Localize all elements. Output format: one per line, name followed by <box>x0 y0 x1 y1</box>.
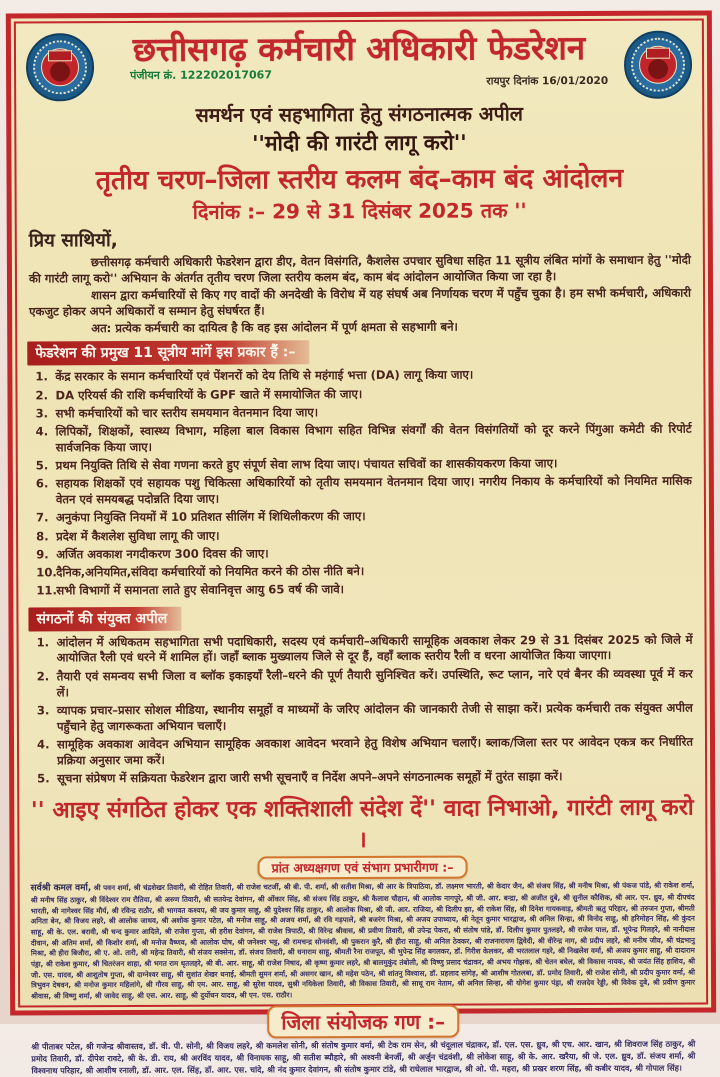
place-and-date: रायपुर दिनांक 16/01/2020 <box>486 75 609 88</box>
demand-item: दैनिक,अनियमित,संविदा कर्मचारियों को नियमित करने की ठोस नीति बने। <box>56 564 365 580</box>
appeal-item: आंदोलन में अधिकतम सहभागिता सभी पदाधिकारी, सदस्य एवं कर्मचारी–अधिकारी सामूहिक अवकाश लेकर 29 से 31 दिसंबर 2025 को जिले में आयोजित रैली एवं धरने में शामिल हों। जहाँ ब्लाक मुख्यालय जिले से दूर हैं, वहाँ ब्लाक स्तरीय रैली व धरना आयोजित किया जाएगा। <box>56 632 693 665</box>
demands-list <box>27 367 694 600</box>
federation-seal-icon-left <box>26 33 94 101</box>
office-bearers-lead-name: सर्वश्री कमल वर्मा, <box>30 882 92 894</box>
call-to-action-slogan: '' आइए संगठित होकर एक शक्तिशाली संदेश दें'' वादा निभाओ, गारंटी लागू करो । <box>30 794 694 853</box>
phase-title: तृतीय चरण–जिला स्तरीय कलम बंद–काम बंद आंदोलन <box>95 162 624 197</box>
joint-appeal-list <box>29 632 696 787</box>
office-bearers-names <box>31 879 696 1002</box>
seal-flag-icon <box>646 48 670 59</box>
intro-paragraph-2: शासन द्वारा कर्मचारियों से किए गए वादों की अनदेखी के विरोध में यह संघर्ष अब निर्णायक चरण में पहुँच चुका है। हम सभी कर्मचारी, अधिकारी एकजुट होकर अपने अधिकारों व सम्मान हेतु संघर्षरत हैं। <box>29 285 692 319</box>
joint-appeal-heading: संगठनों की संयुक्त अपील <box>28 607 181 632</box>
district-coordinators-names: श्री पीताबर पटेल, श्री गजेन्द्र श्रीवास्तव, डॉ. वी. पी. सोनी, श्री विजय लहरे, श्री कमलेश सोनी, श्री संतोष कुमार वर्मा, श्री टेक राम सेन, श्री चंदूलाल चंद्राकर, डॉ. एल. एस. ध्रुव, श्री एच. आर. खान, श्री शिवराज सिंह ठाकुर, श्री प्रमोद तिवारी, डॉ. दीपेश रावटे, श्री के. डी. राय, श्री अरविंद यादव, श्री विनायक साहू, श्री सतीश ब्यौहारे, श्री अश्वनी बेनर्जी, श्री अर्जुन चंद्रवंशी, श्री लोकेश साहू, श्री के. आर. खरैया, श्री जे. एल. ध्रुव, डॉ. संजय शर्मा, श्री विश्वनाथ परिहार, श्री आशीष रनाली, डॉ. आर. एल. सिंह, डॉ. आर. एस. चांदे, श्री नंद कुमार देवांगन, श्री संतोष कुमार टांडे, श्री राधेलाल भारद्वाज, श्री ओ. पी. महरा, श्री प्रखर शरण सिंह, श्री कबीर यादव, श्री गोपाल सिंह। <box>31 1039 696 1075</box>
appeal-item: सूचना संप्रेषण में सक्रियता फेडरेशन द्वारा जारी सभी सूचनाएँ व निर्देश अपने–अपने संगठनात्मक समूहों में तुरंत साझा करें। <box>57 768 563 786</box>
demand-item: प्रदेश में कैशलेश सुविधा लागू की जाए। <box>56 528 220 543</box>
poster-red-frame <box>6 10 716 1075</box>
demand-item: सहायक शिक्षकों एवं सहायक पशु चिकित्सा अधिकारियों को तृतीय समयमान वेतनमान दिया जाए। नगरीय निकाय के कर्मचारियों को नियमित मासिक वेतन एवं समयबद्ध पदोन्नति दिया जाए। <box>55 473 692 507</box>
demand-item: केंद्र सरकार के समान कर्मचारियों एवं पेंशनरों को देय तिथि से महंगाई भत्ता (DA) लागू किया जाए। <box>55 367 474 384</box>
office-bearers-heading: प्रांत अध्यक्षगण एवं संभाग प्रभारीगण :– <box>258 855 468 879</box>
organization-title: छत्तीसगढ़ कर्मचारी अधिकारी फेडरेशन <box>132 28 586 69</box>
poster-body <box>14 18 708 1075</box>
district-coordinators-heading: जिला संयोजक गण :– <box>267 1004 459 1038</box>
intro-paragraph-1: छत्तीसगढ़ कर्मचारी अधिकारी फेडरेशन द्वारा डीए, वेतन विसंगति, कैशलेस उपचार सुविधा सहित 11 सूत्रीय लंबित मांगों के समाधान हेतु ''मोदी की गारंटी लागू करो'' अभियान के अंतर्गत तृतीय चरण जिला स्तरीय कलम बंद, काम बंद आंदोलन आयोजित किया जा रहा है। <box>28 252 691 286</box>
demand-item: प्रथम नियुक्ति तिथि से सेवा गणना करते हुए संपूर्ण सेवा लाभ दिया जाए। पंचायत सचिवों का शासकीयकरण किया जाए। <box>55 456 558 473</box>
poster-header <box>26 25 692 102</box>
demand-item: सभी विभागों में समानता लाते हुए सेवानिवृत्त आयु 65 वर्ष की जावे। <box>56 582 345 598</box>
demand-item: अनुकंपा नियुक्ति नियमों में 10 प्रतिशत सीलिंग में शिथिलीकरण की जाए। <box>55 509 366 525</box>
appeal-item: व्यापक प्रचार–प्रसार सोशल मीडिया, स्थानीय समूहों व माध्यमों के जरिए आंदोलन की जानकारी तेजी से साझा करें। प्रत्येक कर्मचारी तक संयुक्त अपील पहुँचाने हेतु जागरूकता अभियान चलाएँ। <box>56 700 693 733</box>
registration-number: पंजीयन क्रं. 122202017067 <box>130 68 273 83</box>
office-bearers-name-list: श्री पवन शर्मा, श्री चंद्रशेखर तिवारी, श्री रोहित तिवारी, श्री राजेश चटर्जी, श्री बी. पी. शर्मा, श्री सतीश मिश्रा, श्री आर के त्रिपाठिया, डॉ. लक्ष्मण भारती, श्री केदार जैन, श्री संजय सिंह, श्री मनीष मिश्रा, श्री पंकज पांडे, श्री राकेश शर्मा, श्री मनीष सिंह ठाकुर, श्री विंदेश्वर राम रौतिया, श्री अरुण तिवारी, श्री सतयेन्द्र देवांगन, श्री ओंकार सिंह, श्री संजय सिंह ठाकुर, श्री कैलाश चौहान, श्री आलोक नागपुरे, श्री जी. आर. बन्द्रा, श्री अजीत दुबे, श्री सुनील कौशिक, श्री आर. एन. ध्रुव, श्री दीपचंद भारती, श्री नागेश्वर सिंह मौर्य, श्री रविन्द्र राठौर, श्री भागवत कश्यप, श्री जय कुमार साहू, श्री युदेश्वर सिंह ठाकुर, श्री आलोक मिश्रा, श्री जी. आर. राजिया, श्री दिलीप झा, श्री राकेश सिंह, श्री दिनेश गायकवाड़, श्रीमती ऋतु परिहार, श्री तरुजन गुप्ता, श्रीमती अनिता बेन, श्री विजय लहरे, श्री आलोक जाधव, श्री अशोक कुमार पटेल, श्री मनोज साहू, श्री अजय शर्मा, श्री रवि गड़पाले, श्री बजरंग मिश्रा, श्री अजय उपाध्याय, श्री नेतून कुमार भारद्वाज, श्री अनिल सिन्हा, श्री विनोद साहू, श्री हरिमोहन सिंह, श्री कुंदन साहू, श्री के. एल. बरावी, श्री चन्द कुमार आदिले, श्री राजेश गुप्ता, श्री हरीश देवांगन, श्री राजेश त्रिपाठी, श्री विरेन्द्र श्रीवास, श्री प्रवीण तिवारी, श्री उपेन्द्र पेकरा, श्री संतोष पांडे, डॉ. दिलीप कुमार पुतलहरे, श्री राजेश पाल, डॉ. भूपेन्द्र गिलहरे, श्री नानीदास दीवान, श्री अतिम शर्मा, श्री किशोर शर्मा, श्री मनोज वैष्णव, श्री आलोक घोष, श्री जनेश्वर भट्ट, श्री रामचन्द्र सोनवंशी, श्री पुकरान कुरै, श्री हीरा साहू, श्री अनिल ठेवकर, श्री राजनारायण द्विवेदी, श्री वीरेन्द्र नाग, श्री प्रदीप लहरे, श्री मनीष जीव, श्री चंद्रभानु मिश्रा, श्री हीरा बिजौरा, श्री ए. ओ. तारी, श्री महेन्द्र तिवारी, श्री संजय सक्सेना, डॉ. संजय तिवारी, श्री धनाराम साहू, श्रीमती रैना राजपूत, श्री भुपेन्द्र सिंह बगलकर, डॉ. गिरीश केलकर, श्री भरतलाल गहरे, श्री निखलेश वर्मा, श्री अजय कुमार साहू, श्री दादाराम पंड्रा, श्री राकेश कुमार, श्री चितरंजन शाहा, श्री भगत राम धृतलहरे, श्री बी. आर. साहू, श्री राजेश निषाद, श्री कृष्ण कुमार लहरे, श्री बालमुकुंद तंबोली, श्री विष्णु प्रसाद चंद्राकर, श्री अभय गोझक, श्री चेतन बघेल, श्री विकास नायक, श्री जयंत सिंह हाशिय, श्री जी. एस. यादव, श्री आशुतोष गुप्ता, श्री दाग्नेश्वर साहू, श्री सुशांत शेखर धनाई, श्रीमती सुमन शर्मा, श्री असगर खान, श्री महेश पठेन, श्री शांतनु विश्वास, डॉ. प्रहलाद सांगेड़, श्री आशीष गोतलबा, डॉ. प्रमोद तिवारी, श्री राजेश सोनी, श्री प्रदीप कुमार वर्मा, श्री त्रिभुवन देषवन, श्री मनोज कुमार महिलांगे, श्री गौरव साहू, श्री एम. आर. साहू, श्री सुरेश यादव, सुश्री नयिकेला तिवारी, श्री विकास तिवारी, श्री साधू राम नेताम, श्री अनिल सिन्हा, श्री योगेश कुमार पंड्रा, श्री राजदेव रेड्डी, श्री विवेक दुबे, श्री प्रवीण कुमार श्रीवास, श्री विष्णु शर्मा, श्री जावेद साहू, श्री एस. आर. साहू, श्री दुर्योधन यादव, श्री एन. एस. राठौर। <box>30 880 696 1001</box>
appeal-item: तैयारी एवं समन्वय सभी जिला व ब्लॉक इकाइयाँ रैली–धरने की पूर्ण तैयारी सुनिश्चित करें। उपस्थिति, रूट प्लान, नारे एवं बैनर की व्यवस्था पूर्व में कर लें। <box>56 666 693 699</box>
demand-item: अर्जित अवकाश नगदीकरण 300 दिवस की जाए। <box>56 546 269 562</box>
demand-item: DA एरियर्स की राशि कर्मचारियों के GPF खाते में समायोजित की जाए। <box>55 386 363 402</box>
headline-block <box>26 99 693 226</box>
salutation: प्रिय साथियों, <box>28 230 118 252</box>
federation-seal-icon-right <box>624 31 692 99</box>
agitation-dates: दिनांक :– 29 से 31 दिसंबर 2025 तक '' <box>192 198 527 224</box>
intro-paragraph-3: अत: प्रत्येक कर्मचारी का दायित्व है कि वह इस आंदोलन में पूर्ण क्षमता से सहभागी बने। <box>91 319 458 335</box>
seal-flag-icon <box>48 50 72 61</box>
demand-item: सभी कर्मचारियों को चार स्तरीय समयमान वेतनमान दिया जाए। <box>55 404 319 421</box>
appeal-line: समर्थन एवं सहभागिता हेतु संगठनात्मक अपील <box>195 102 523 127</box>
demands-section-heading: फेडरेशन की प्रमुख 11 सूत्रीय मांगें इस प्रकार हैं :– <box>27 340 309 365</box>
modi-guarantee-quote: ''मोदी की गारंटी लागू करो'' <box>252 130 467 156</box>
appeal-item: सामूहिक अवकाश आवेदन अभियान सामूहिक अवकाश आवेदन भरवाने हेतु विशेष अभियान चलाएँ। ब्लाक/जिला स्तर पर आवेदन एकत्र कर निर्धारित प्रक्रिया अनुसार जमा करें। <box>56 734 694 767</box>
demand-item: लिपिकों, शिक्षकों, स्वास्थ्य विभाग, महिला बाल विकास विभाग सहित विभिन्न संवर्गों की वेतन विसंगतियों को दूर करने पिंगुआ कमेटी की रिपोर्ट सार्वजनिक किया जाए। <box>55 421 692 455</box>
